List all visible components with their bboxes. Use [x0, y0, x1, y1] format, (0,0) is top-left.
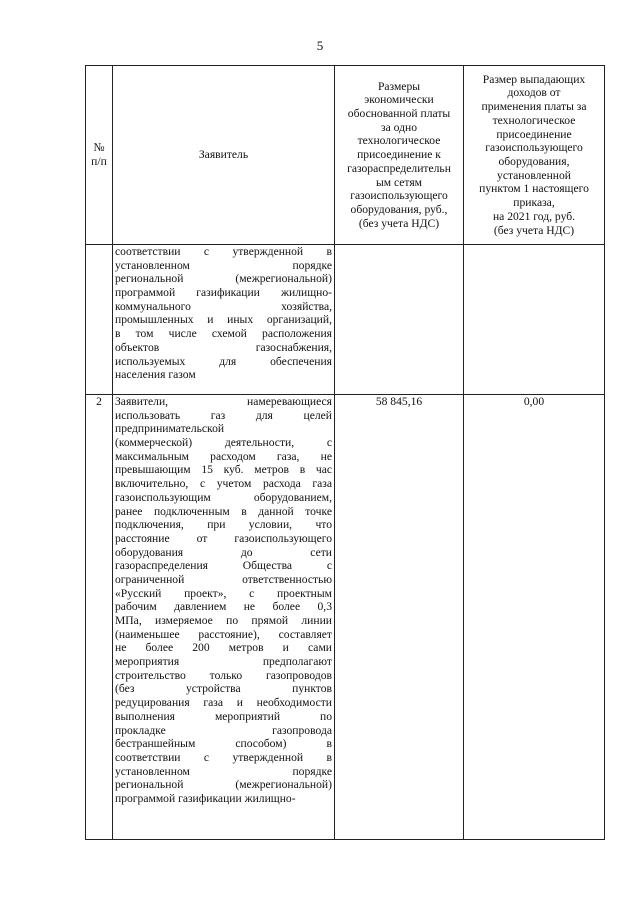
row2-applicant-line: включительно, с учетом расхода газа	[115, 477, 332, 491]
cont-applicant-line: объектов газоснабжения,	[115, 340, 332, 354]
cont-applicant-cell	[113, 245, 335, 395]
row2-applicant-line: «Русский проект», с проектным	[115, 586, 332, 600]
cont-applicant-line: региональной (межрегиональной)	[115, 272, 332, 286]
row2-applicant-line: оборудования до сети	[115, 545, 332, 559]
cont-applicant-text	[115, 245, 332, 382]
row2-applicant-text	[115, 395, 332, 806]
row2-applicant-line: Заявители, намеревающиеся	[115, 395, 332, 408]
tariff-table	[85, 65, 605, 840]
row2-applicant-line: выполнения мероприятий по	[115, 709, 332, 723]
row2-applicant-line: расстояние от газоиспользующего	[115, 531, 332, 545]
row2-applicant-line: программой газификации жилищно-	[115, 791, 296, 805]
row2-applicant-line: подключения, при условии, что	[115, 518, 332, 532]
row2-applicant-line: максимальным расходом газа, не	[115, 449, 332, 463]
row2-applicant-line: установленном порядке	[115, 764, 332, 778]
cont-lost-income-cell	[464, 245, 605, 395]
cont-applicant-line: используемых для обеспечения	[115, 354, 332, 368]
header-applicant-text: Заявитель	[198, 148, 249, 162]
row2-applicant-line: использовать газ для целей	[115, 408, 332, 422]
row2-applicant-line: строительство только газопроводов	[115, 668, 332, 682]
header-applicant	[113, 66, 335, 245]
row2-applicant-cell	[113, 395, 335, 840]
cont-applicant-line: соответствии с утвержденной в	[115, 245, 332, 258]
table-row-continuation	[86, 245, 605, 395]
row2-applicant-line: не более 200 метров и сами	[115, 641, 332, 655]
cont-number-cell	[86, 245, 113, 395]
header-fee	[335, 66, 464, 245]
row2-applicant-line: редуцирования газа и необходимости	[115, 696, 332, 710]
row2-applicant-line: (без устройства пунктов	[115, 682, 332, 696]
row2-applicant-line: МПа, измеряемое по прямой линии	[115, 614, 332, 627]
cont-applicant-line: установленном порядке	[115, 258, 332, 272]
row2-applicant-line: газораспределения Общества с	[115, 559, 332, 573]
row2-applicant-line: рабочим давлением не более 0,3	[115, 600, 332, 614]
row2-applicant-line: превышающим 15 куб. метров в час	[115, 463, 332, 477]
row2-lost-income-cell: 0,00	[464, 395, 605, 840]
row2-applicant-line: бестраншейным способом) в	[115, 737, 332, 751]
row2-applicant-line: региональной (межрегиональной)	[115, 778, 332, 792]
row2-applicant-line: предпринимательской	[115, 422, 225, 436]
row2-applicant-line: мероприятия предполагают	[115, 655, 332, 669]
cont-applicant-line: в том числе схемой расположения	[115, 327, 332, 341]
row2-number-cell: 2	[86, 395, 113, 840]
row2-fee-cell: 58 845,16	[335, 395, 464, 840]
page-number: 5	[316, 38, 324, 53]
header-lost-income-text: Размер выпадающих доходов от применения платы за технологическое присоединение газоиспользующего оборудования, установленной пунктом 1 настоящего приказа, на 2021 год, руб. (без учета НДС)	[479, 72, 589, 237]
row2-applicant-line: ранее подключенным в данной точке	[115, 504, 332, 518]
cont-applicant-line: промышленных и иных организаций,	[115, 313, 332, 327]
row2-applicant-line: соответствии с утвержденной в	[115, 750, 332, 764]
cont-applicant-line: коммунального хозяйства,	[115, 299, 332, 313]
row2-applicant-line: ограниченной ответственностью	[115, 572, 332, 586]
header-fee-text: Размеры экономически обоснованной платы за одно технологическое присоединение к газораспределительн ым сетям газоиспользующего оборудования, руб., (без учета НДС)	[347, 79, 451, 230]
cont-applicant-line: программой газификации жилищно-	[115, 286, 332, 300]
header-number	[86, 66, 113, 245]
table-row-2	[86, 395, 605, 840]
cont-applicant-line: населения газом	[115, 368, 196, 382]
row2-applicant-line: газоиспользующим оборудованием,	[115, 490, 332, 504]
header-lost-income	[464, 66, 605, 245]
row2-applicant-line: (наименьшее расстояние), составляет	[115, 627, 332, 641]
cont-fee-cell	[335, 245, 464, 395]
header-number-text: № п/п	[91, 141, 107, 168]
table-header-row	[86, 66, 605, 245]
row2-applicant-line: (коммерческой) деятельности, с	[115, 436, 332, 450]
row2-applicant-line: прокладке газопровода	[115, 723, 332, 737]
